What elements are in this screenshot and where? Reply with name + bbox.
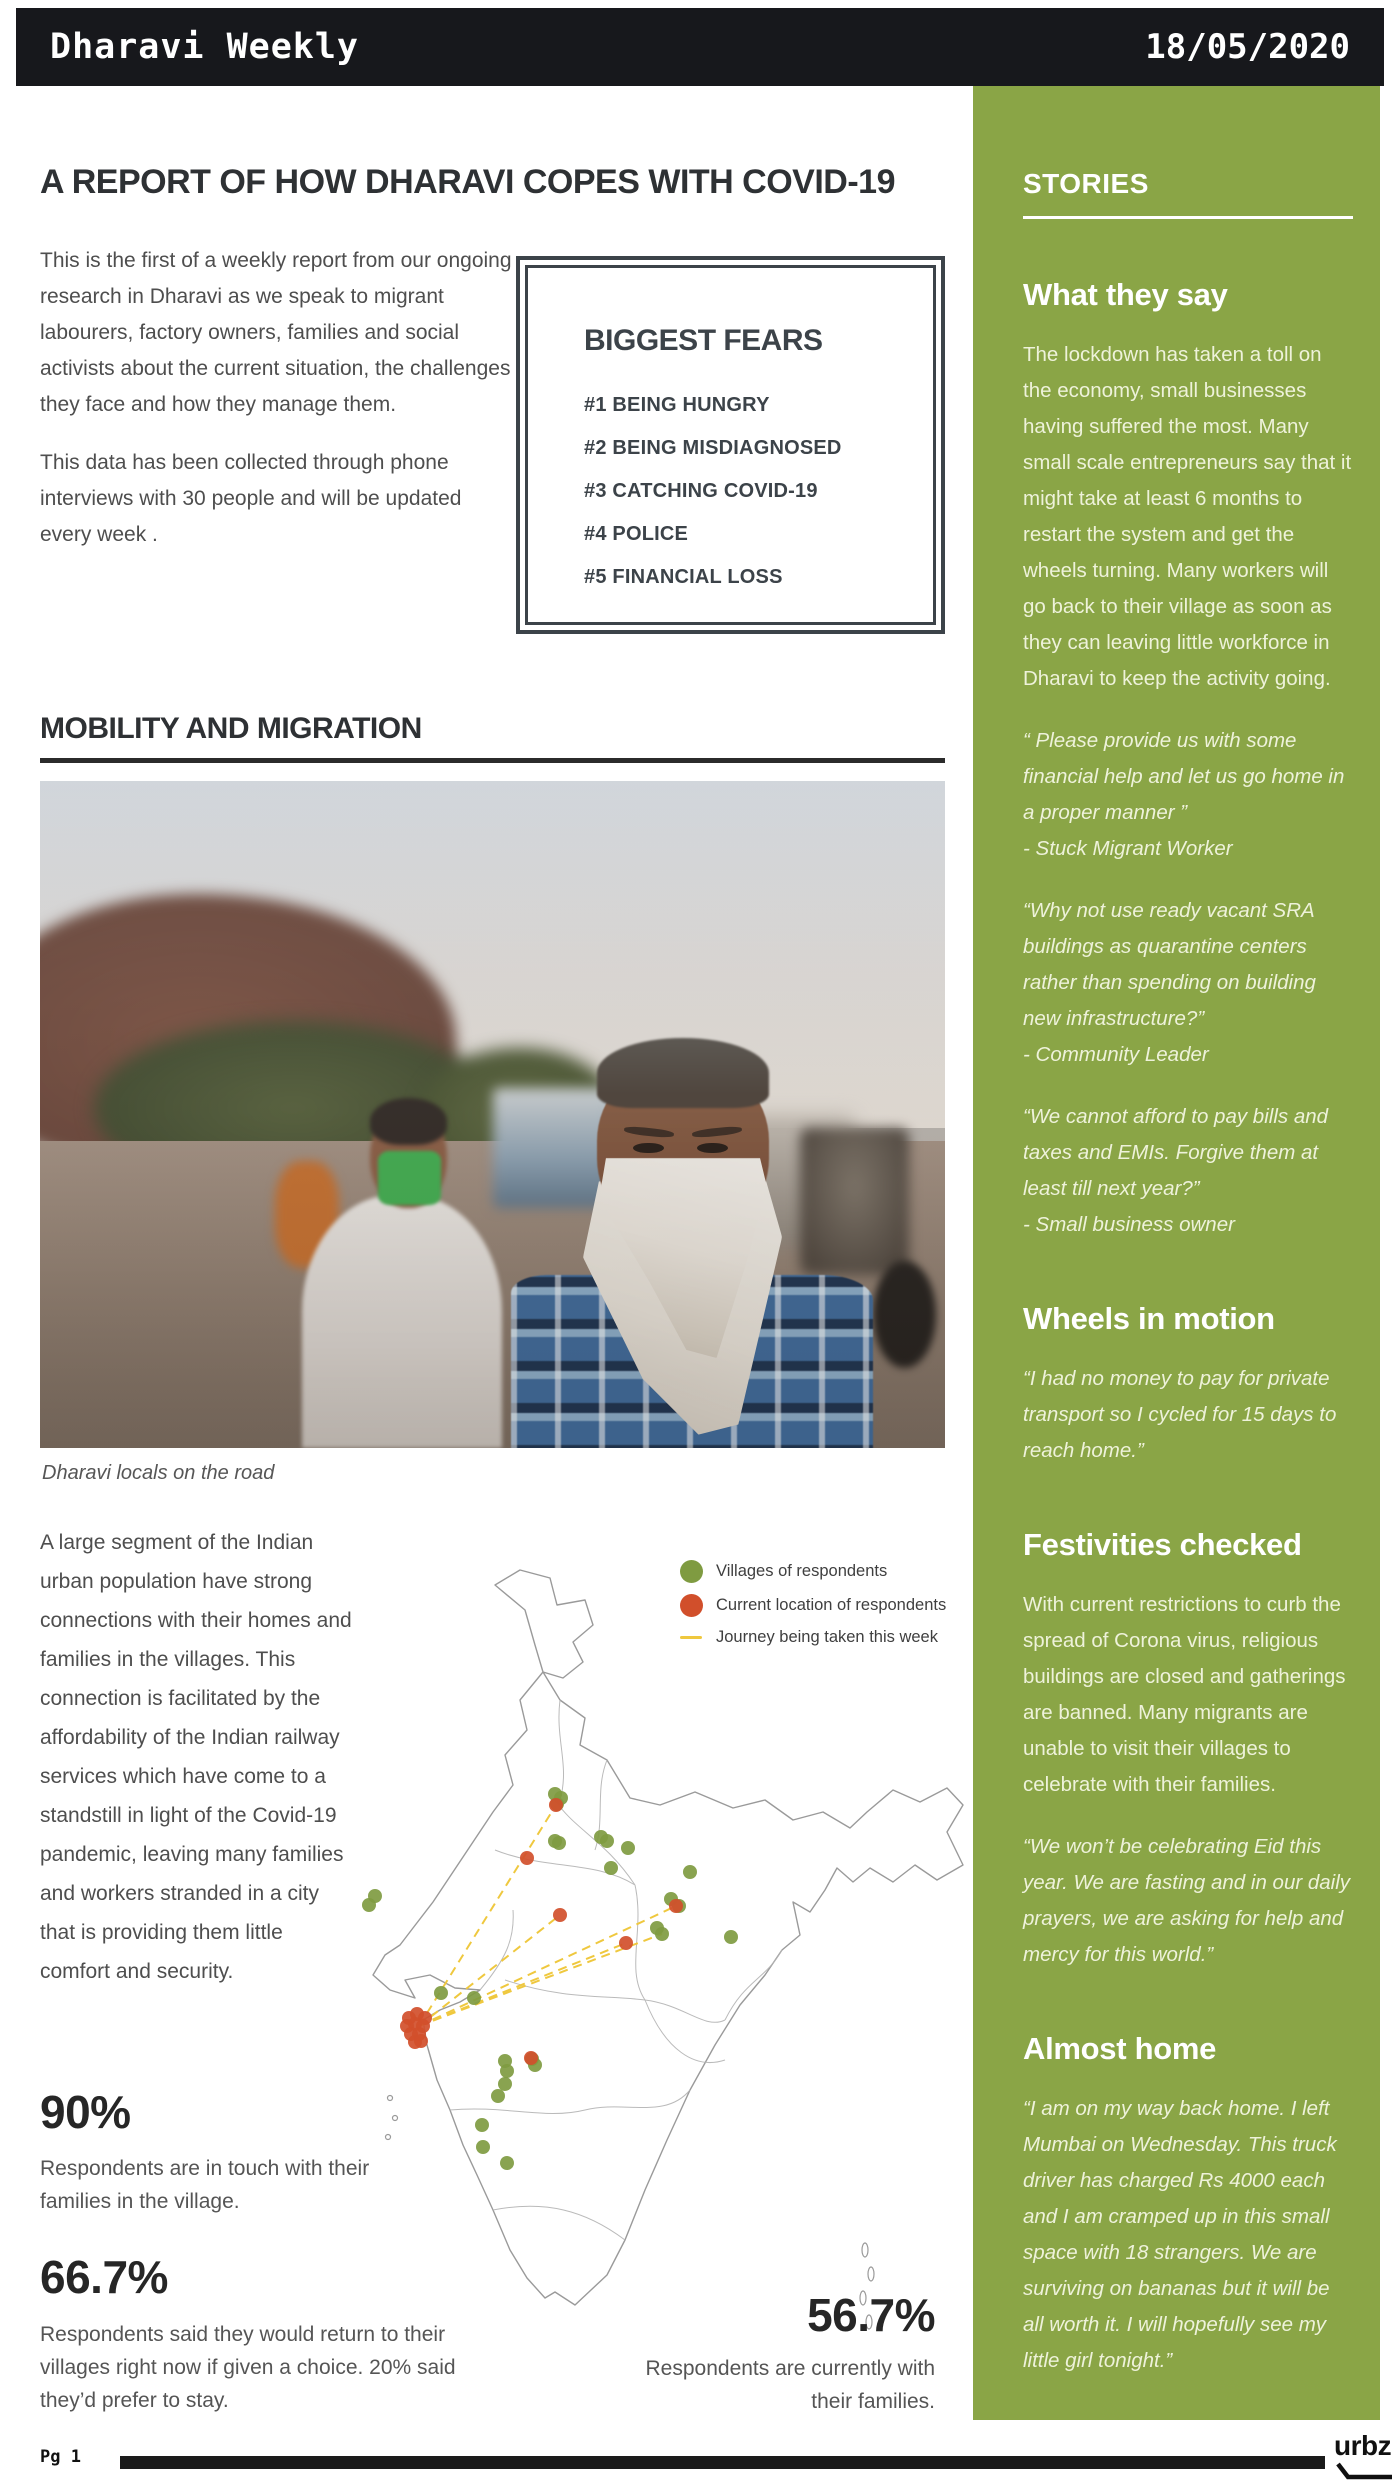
- village-dot: [467, 1991, 481, 2005]
- village-dot: [368, 1889, 382, 1903]
- header-bar: [16, 8, 1384, 86]
- urbz-logo-mark-icon: [1334, 2462, 1394, 2482]
- issue-date: 18/05/2020: [1145, 27, 1350, 67]
- current-location-dot: [619, 1936, 633, 1950]
- fear-item-2: #2 BEING MISDIAGNOSED: [584, 437, 842, 459]
- stat-caption-66: Respondents said they would return to their villages right now if given a choice. 20% said they’d prefer to stay.: [40, 2323, 456, 2412]
- village-dot: [621, 1841, 635, 1855]
- what-they-say-body: The lockdown has taken a toll on the economy, small businesses having suffered the most. Many small scale entrepreneurs say that it might take at least 6 months to restart the system and get the wheels turning. Many workers will go back to their village as soon as they can leaving little workforce in Dharavi to keep the activity going.: [1023, 343, 1352, 690]
- publication-title: Dharavi Weekly: [50, 27, 360, 67]
- report-title: A REPORT OF HOW DHARAVI COPES WITH COVID-19: [40, 163, 895, 201]
- page-number: Pg 1: [40, 2447, 81, 2467]
- journey-line: [419, 1906, 676, 2026]
- mobility-paragraph: A large segment of the Indian urban population have strong connections with their homes and families in the villages. This connection is facilitated by the affordability of the Indian railway services which have come to a standstill in light of the Covid-19 pandemic, leaving many families and workers stranded in a city that is providing them little comfort and security.: [40, 1531, 352, 1983]
- photo-vignette: [40, 781, 945, 1448]
- current-location-dot: [414, 2034, 428, 2048]
- village-dot: [604, 1861, 618, 1875]
- legend-label: Journey being taken this week: [716, 1628, 938, 1646]
- intro-paragraph-1: This is the first of a weekly report from our ongoing research in Dharavi as we speak to migrant labourers, factory owners, families and social activists about the current situation, the challenges they face and how they manage them.: [40, 249, 512, 416]
- india-map-svg: [345, 1550, 980, 2410]
- village-dot: [498, 2077, 512, 2091]
- section-rule: [40, 758, 945, 763]
- current-location-dot: [520, 1851, 534, 1865]
- stat-value-56: 56.7%: [807, 2289, 935, 2341]
- village-dot: [724, 1930, 738, 1944]
- stat-caption-90: Respondents are in touch with their families in the village.: [40, 2157, 370, 2213]
- quote-cyclist: “I had no money to pay for private transport so I cycled for 15 days to reach home.”: [1023, 1367, 1337, 1462]
- intro-paragraph-2: This data has been collected through phone interviews with 30 people and will be updated every week .: [40, 451, 462, 546]
- quote-text: “Why not use ready vacant SRA buildings as quarantine centers rather than spending on building new infrastructure?”: [1023, 899, 1316, 1030]
- stat-caption-56: Respondents are currently with their families.: [645, 2357, 935, 2413]
- photo-caption: Dharavi locals on the road: [42, 1462, 275, 1484]
- quote-community-leader: [1023, 893, 1353, 1073]
- current-location-dot-icon: [680, 1594, 703, 1617]
- legend-row-current: [680, 1594, 980, 1617]
- urbz-logo: [1334, 2430, 1396, 2487]
- section-heading-festivities-checked: Festivities checked: [1023, 1527, 1302, 1562]
- legend-label: Villages of respondents: [716, 1562, 888, 1580]
- road-photo: [40, 781, 945, 1448]
- biggest-fears-box: [516, 256, 945, 634]
- current-location-dot: [549, 1798, 563, 1812]
- village-dot: [500, 2064, 514, 2078]
- village-dot: [434, 1986, 448, 2000]
- quote-attribution: - Community Leader: [1023, 1043, 1209, 1066]
- legend-row-villages: [680, 1560, 980, 1583]
- village-dot: [476, 2140, 490, 2154]
- quote-truck-journey: “I am on my way back home. I left Mumbai on Wednesday. This truck driver has charged Rs 4000 each and I am cramped up in this small space with 18 strangers. We are surviving on bananas but it will be all worth it. I will hopefully see my little girl tonight.”: [1023, 2097, 1337, 2372]
- festivities-body: With current restrictions to curb the spread of Corona virus, religious buildings are closed and gatherings are banned. Many migrants are unable to visit their villages to celebrate with their families.: [1023, 1593, 1346, 1796]
- current-location-dot: [553, 1908, 567, 1922]
- fear-item-1: #1 BEING HUNGRY: [584, 394, 770, 416]
- village-dot: [500, 2156, 514, 2170]
- stat-value-90: 90%: [40, 2086, 131, 2138]
- journey-line-icon: [680, 1636, 702, 1639]
- quote-stuck-migrant-worker: [1023, 723, 1353, 867]
- village-dot: [491, 2089, 505, 2103]
- fear-item-5: #5 FINANCIAL LOSS: [584, 566, 783, 588]
- quote-attribution: - Small business owner: [1023, 1213, 1235, 1236]
- section-heading-what-they-say: What they say: [1023, 277, 1228, 312]
- legend-label: Current location of respondents: [716, 1596, 947, 1614]
- sidebar-title-rule: [1023, 216, 1353, 219]
- village-dot: [683, 1865, 697, 1879]
- section-heading-almost-home: Almost home: [1023, 2031, 1217, 2066]
- stories-sidebar: [973, 86, 1380, 2420]
- section-heading-wheels-in-motion: Wheels in motion: [1023, 1301, 1275, 1336]
- biggest-fears-inner: [525, 265, 936, 625]
- village-dot: [600, 1834, 614, 1848]
- sidebar-title: STORIES: [1023, 168, 1149, 199]
- mobility-section-title: MOBILITY AND MIGRATION: [40, 712, 422, 745]
- village-dot: [655, 1927, 669, 1941]
- urbz-logo-text: urbz: [1334, 2430, 1392, 2461]
- current-location-dot: [524, 2051, 538, 2065]
- village-dot: [475, 2118, 489, 2132]
- intro-paragraphs: [40, 243, 518, 575]
- india-map: [345, 1550, 980, 2410]
- stat-value-66: 66.7%: [40, 2251, 168, 2303]
- quote-text: “We cannot afford to pay bills and taxes and EMIs. Forgive them at least till next year?”: [1023, 1105, 1329, 1200]
- fear-item-4: #4 POLICE: [584, 523, 689, 545]
- quote-text: “ Please provide us with some financial help and let us go home in a proper manner ”: [1023, 729, 1345, 824]
- current-location-dot: [669, 1899, 683, 1913]
- quote-eid: “We won’t be celebrating Eid this year. We are fasting and in our daily prayers, we are asking for help and mercy for this world.”: [1023, 1835, 1351, 1966]
- fear-item-3: #3 CATCHING COVID-19: [584, 480, 818, 502]
- footer-rule: [120, 2456, 1325, 2469]
- quote-small-business-owner: [1023, 1099, 1353, 1243]
- biggest-fears-title: BIGGEST FEARS: [584, 324, 823, 357]
- map-legend: [680, 1560, 980, 1658]
- legend-row-journey: [680, 1628, 980, 1647]
- village-dot: [552, 1836, 566, 1850]
- quote-attribution: - Stuck Migrant Worker: [1023, 837, 1233, 860]
- village-dot-icon: [680, 1560, 703, 1583]
